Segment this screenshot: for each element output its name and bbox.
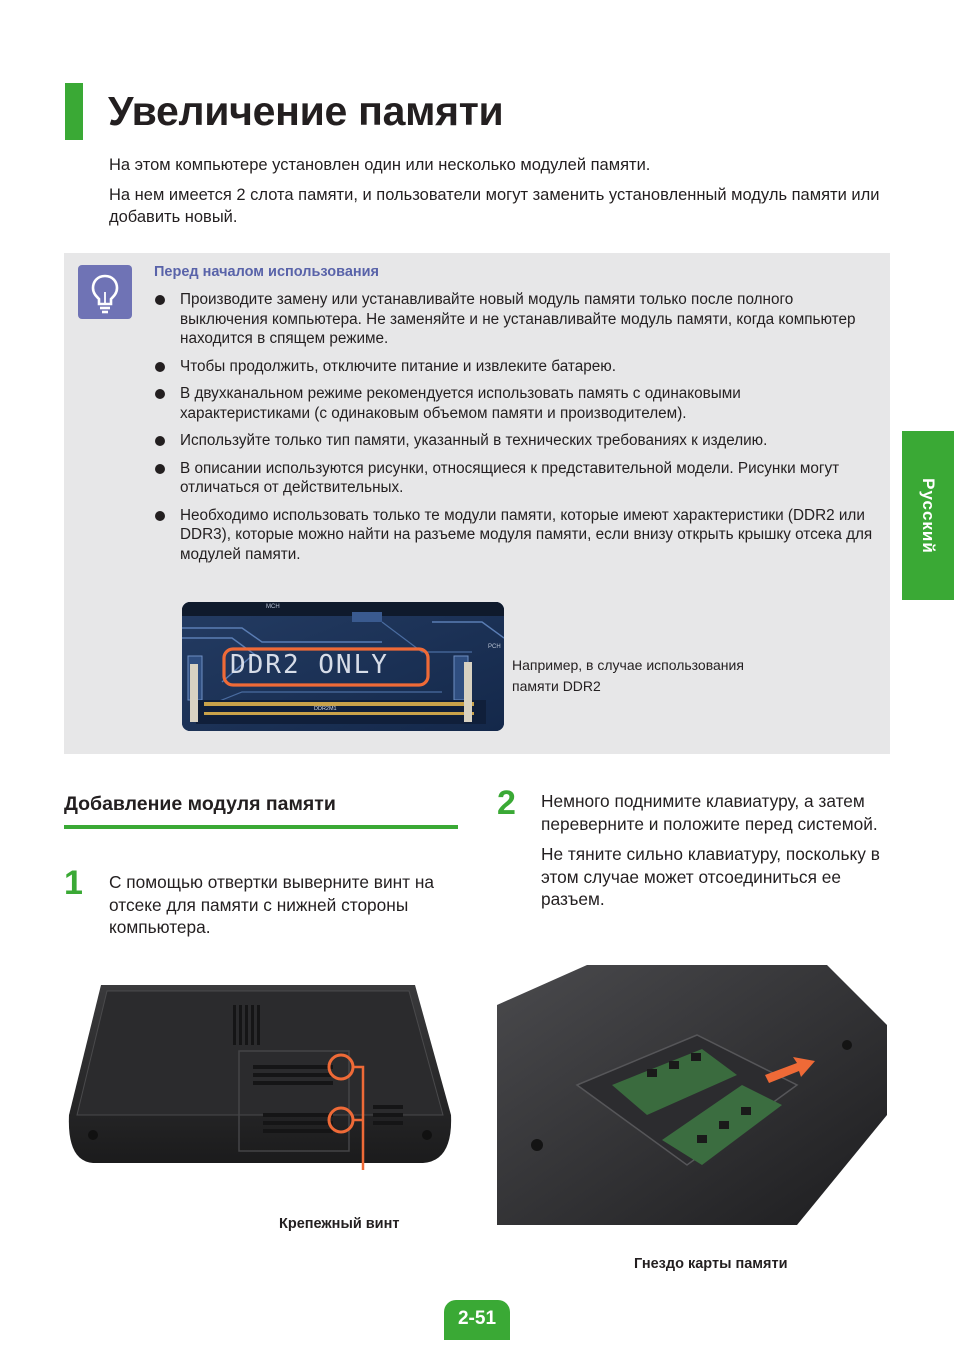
ddr2-caption-line-2: памяти DDR2 [512, 678, 601, 694]
bullet-icon [155, 436, 165, 446]
page-title: Увеличение памяти [108, 88, 504, 134]
ddr2-caption [512, 655, 832, 697]
note-item [154, 506, 874, 565]
note-item-text: Чтобы продолжить, отключите питание и извлеките батарею. [180, 357, 616, 375]
bullet-icon [155, 464, 165, 474]
board-label-slot: DDR2M1 [314, 706, 337, 712]
screw-caption: Крепежный винт [279, 1216, 400, 1232]
note-item [154, 357, 874, 377]
section-divider [64, 825, 458, 829]
note-list [154, 290, 874, 572]
page-number: 2-51 [444, 1300, 510, 1340]
step-2-text [541, 790, 899, 919]
memory-slot-photo [497, 965, 891, 1225]
note-box [64, 253, 890, 754]
note-item-text: В двухканальном режиме рекомендуется использовать память с одинаковыми характеристиками (с одинаковым объемом памяти и производителем). [180, 385, 741, 422]
note-item [154, 431, 874, 451]
note-item-text: Производите замену или устанавливайте новый модуль памяти только после полного выключения компьютера. Не заменяйте и не устанавливайте модуль памяти, когда компьютер находится в спящем режиме. [180, 291, 856, 347]
slot-caption: Гнездо карты памяти [634, 1256, 788, 1272]
language-tab[interactable] [902, 431, 954, 600]
language-tab-label: Русский [919, 477, 939, 554]
ddr2-board-photo [182, 602, 504, 731]
step-1-paragraph: С помощью отвертки выверните винт на отсеке для памяти с нижней стороны компьютера. [109, 872, 435, 937]
language-tab-label-wrap [902, 431, 954, 600]
lightbulb-icon [78, 265, 132, 319]
intro-line-2: На нем имеется 2 слота памяти, и пользователи могут заменить установленный модуль памяти или добавить новый. [109, 186, 880, 226]
ddr2-caption-line-1: Например, в случае использования [512, 657, 744, 673]
note-title [154, 264, 379, 280]
board-label-pch: PCH [488, 644, 501, 650]
laptop-bottom-photo [63, 965, 457, 1170]
note-item [154, 384, 874, 423]
bullet-icon [155, 389, 165, 399]
intro [109, 154, 889, 236]
note-item-text: В описании используются рисунки, относящиеся к представительной модели. Рисунки могут отличаться от действительных. [180, 459, 840, 496]
section-title: Добавление модуля памяти [64, 793, 336, 815]
step-1-text [109, 871, 457, 947]
note-item-text: Используйте только тип памяти, указанный в технических требованиях к изделию. [180, 432, 768, 449]
bullet-icon [155, 295, 165, 305]
note-item [154, 459, 874, 498]
step-2-paragraph-1: Немного поднимите клавиатуру, а затем переверните и положите перед системой. [541, 791, 878, 834]
step-2-number: 2 [497, 784, 516, 822]
note-title-part-2: чалом использования [219, 264, 380, 280]
intro-line-1: На этом компьютере установлен один или несколько модулей памяти. [109, 156, 651, 174]
bullet-icon [155, 362, 165, 372]
title-accent-bar [65, 83, 83, 140]
board-label-mch: MCH [266, 604, 280, 610]
bullet-icon [155, 511, 165, 521]
note-item [154, 290, 874, 349]
ddr2-only-label: DDR2 ONLY [230, 650, 389, 680]
note-item-text: Необходимо использовать только те модули памяти, которые имеют характеристики (DDR2 или DDR3), которые можно найти на разъеме модуля памяти, если внизу открыть крышку отсека для модулей памяти. [180, 506, 873, 563]
step-2-paragraph-2: Не тяните сильно клавиатуру, поскольку в этом случае может отсоединиться ее разъем. [541, 844, 880, 909]
step-1-number: 1 [64, 864, 83, 902]
note-title-part-1: Перед на [154, 264, 220, 280]
